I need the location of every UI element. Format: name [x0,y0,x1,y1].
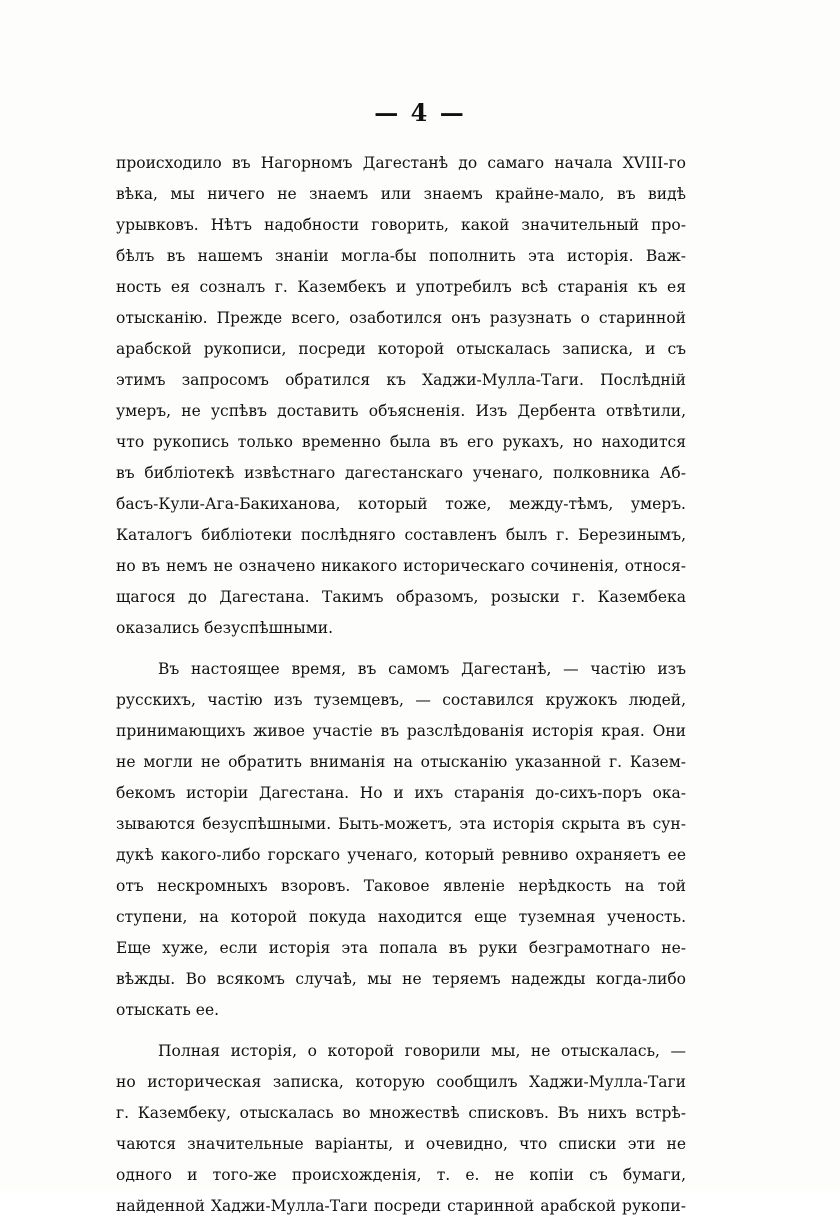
text-line: вѣжды. Во всякомъ случаѣ, мы не теряемъ надежды когда-либо [116,970,686,988]
text-line: оказались безуспѣшными. [116,619,334,637]
text-line: вѣка, мы ничего не знаемъ или знаемъ крайне-мало, въ видѣ [116,185,686,203]
text-line: отысканію. Прежде всего, озаботился онъ разузнать о старинной [116,309,686,327]
text-line: Въ настоящее время, въ самомъ Дагестанѣ, — частію изъ [158,660,686,678]
text-line: арабской рукописи, посреди которой отыскалась записка, и съ [116,340,686,358]
text-line: зываются безуспѣшными. Быть-можетъ, эта исторія скрыта въ сун- [116,815,686,833]
text-line: чаются значительные варіанты, и очевидно, что списки эти не [116,1135,686,1153]
text-line: этимъ запросомъ обратился къ Хаджи-Мулла-Таги. Послѣдній [116,371,686,389]
text-line: но въ немъ не означено никакого историческаго сочиненія, относя- [116,557,686,575]
text-line: Каталогъ библіотеки послѣдняго составленъ былъ г. Березинымъ, [116,526,686,544]
text-line: русскихъ, частію изъ туземцевъ, — составился кружокъ людей, [116,691,686,709]
text-line: принимающихъ живое участіе въ разслѣдованія исторія края. Они [116,722,686,740]
text-line: бекомъ исторіи Дагестана. Но и ихъ старанія до-сихъ-поръ ока- [116,784,686,802]
paragraph [116,148,686,644]
text-line: отъ нескромныхъ взоровъ. Таковое явленіе нерѣдкость на той [116,877,686,895]
text-line: щагося до Дагестана. Такимъ образомъ, розыски г. Казембека [116,588,686,606]
page-number: — 4 — [374,98,466,127]
text-line: не могли не обратить вниманія на отысканію указанной г. Казем- [116,753,686,771]
text-line: умеръ, не успѣвъ доставить объясненія. Изъ Дербента отвѣтили, [116,402,686,420]
text-line: ность ея созналъ г. Казембекъ и употребилъ всѣ старанія къ ея [116,278,686,296]
text-line: найденной Хаджи-Мулла-Таги посреди старинной арабской рукопи- [116,1197,686,1215]
text-line: происходило въ Нагорномъ Дагестанѣ до самаго начала XVIII-го [116,154,686,172]
text-line: урывковъ. Нѣтъ надобности говорить, какой значительный про- [116,216,686,234]
text-line: бѣлъ въ нашемъ знаніи могла-бы пополнить эта исторія. Важ- [116,247,686,265]
paragraph [116,654,686,1026]
text-line: Еще хуже, если исторія эта попала въ руки безграмотнаго не- [116,939,686,957]
text-line: ступени, на которой покуда находится еще туземная ученость. [116,908,686,926]
text-line: въ библіотекѣ извѣстнаго дагестанскаго ученаго, полковника Аб- [116,464,686,482]
text-line: дукѣ какого-либо горскаго ученаго, который ревниво охраняетъ ее [116,846,686,864]
text-line: басъ-Кули-Ага-Бакиханова, который тоже, между-тѣмъ, умеръ. [116,495,686,513]
text-line: но историческая записка, которую сообщилъ Хаджи-Мулла-Таги [116,1073,686,1091]
text-line: г. Казембеку, отыскалась во множествѣ списковъ. Въ нихъ встрѣ- [116,1104,686,1122]
text-line: Полная исторія, о которой говорили мы, не отыскалась, — [158,1042,686,1060]
paragraph [116,1036,686,1222]
text-line: одного и того-же происхожденія, т. е. не копіи съ бумаги, [116,1166,686,1184]
text-line: отыскать ее. [116,1001,220,1019]
text-line: что рукопись только временно была въ его рукахъ, но находится [116,433,686,451]
body-text [116,148,686,1232]
